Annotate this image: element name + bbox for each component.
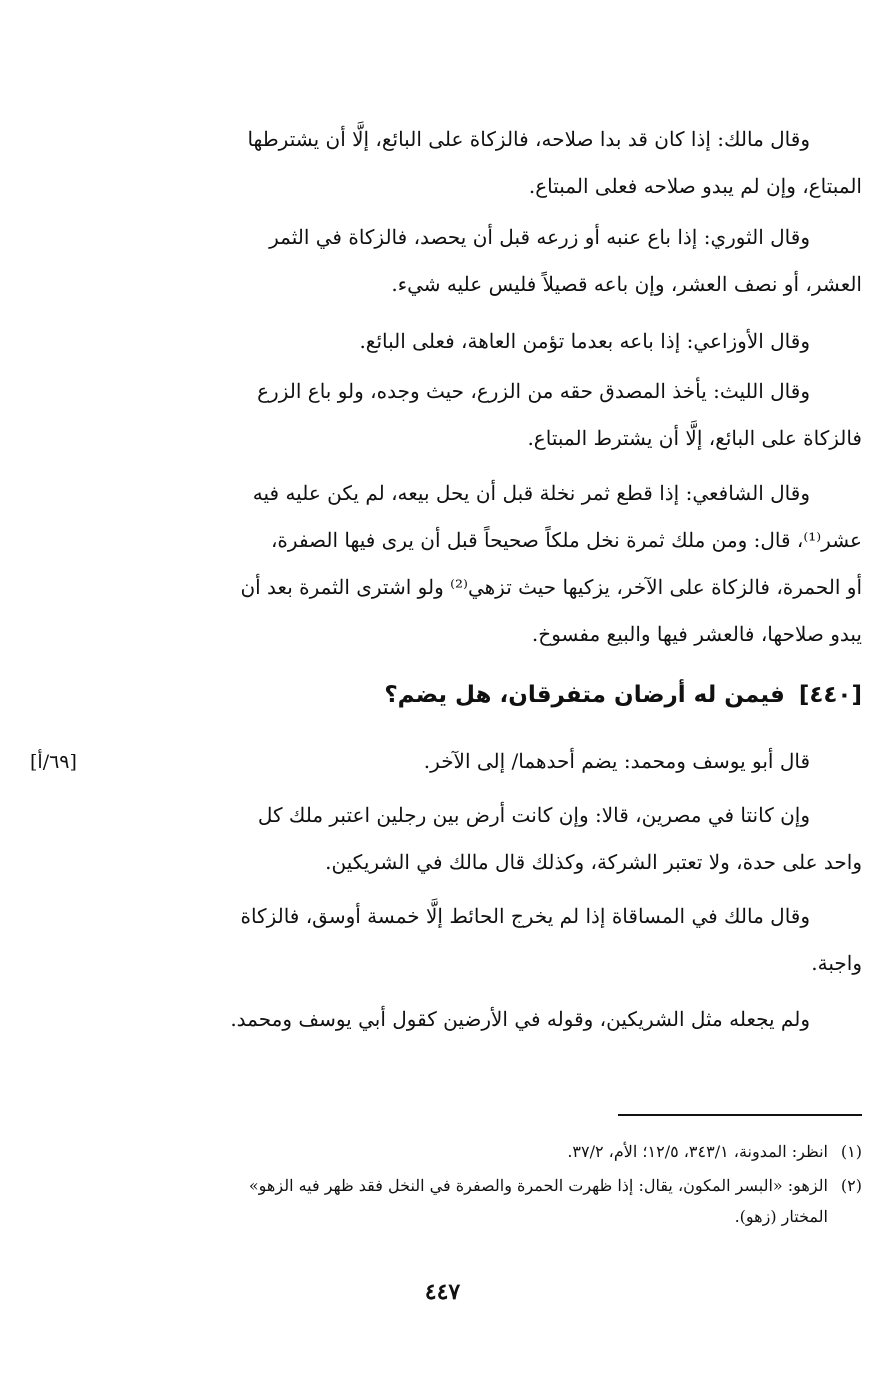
page-number: ٤٤٧ xyxy=(424,1279,461,1305)
footnote-number: (٢) xyxy=(840,1176,862,1195)
paragraph-line: العشر، أو نصف العشر، وإن باعه قصيلاً فليس عليه شيء. xyxy=(391,272,862,296)
paragraph-line: المبتاع، وإن لم يبدو صلاحه فعلى المبتاع. xyxy=(528,174,862,198)
section-title: فيمن له أرضان متفرقان، هل يضم؟ xyxy=(384,682,785,708)
paragraph-line: وقال الليث: يأخذ المصدق حقه من الزرع، حيث وجده، ولو باع الزرع xyxy=(257,379,810,403)
paragraph-line: وقال مالك في المساقاة إذا لم يخرج الحائط إلَّا خمسة أوسق، فالزكاة xyxy=(240,904,810,928)
paragraph-line: وإن كانتا في مصرين، قالا: وإن كانت أرض بين رجلين اعتبر ملك كل xyxy=(257,803,810,827)
footnote-divider xyxy=(618,1114,862,1116)
footnote-number: (١) xyxy=(840,1142,862,1161)
footnote-text: المختار (زهو). xyxy=(734,1207,828,1226)
paragraph-line: عشر⁽¹⁾، قال: ومن ملك ثمرة نخل ملكاً صحيحاً قبل أن يرى فيها الصفرة، xyxy=(270,528,862,552)
paragraph-line: وقال الشافعي: إذا قطع ثمر نخلة قبل أن يحل بيعه، لم يكن عليه فيه xyxy=(252,481,810,505)
paragraph-line: واجبة. xyxy=(811,951,862,975)
manuscript-folio-reference: [٦٩/أ] xyxy=(30,751,77,773)
footnote-1 xyxy=(110,1136,862,1167)
paragraph-layth xyxy=(110,368,862,462)
paragraph-line: فالزكاة على البائع، إلَّا أن يشترط المبتاع. xyxy=(527,426,862,450)
footnote-text: الزهو: «البسر المكون، يقال: إذا ظهرت الحمرة والصفرة في النخل فقد ظهر فيه الزهو» xyxy=(248,1176,828,1195)
section-number: [٤٤٠] xyxy=(798,682,862,708)
paragraph-abu-yusuf xyxy=(110,738,862,785)
footnote-text: انظر: المدونة، ٣٤٣/١، ١٢/٥؛ الأم، ٣٧/٢. xyxy=(567,1142,828,1161)
section-heading xyxy=(300,675,862,715)
paragraph-line: وقال مالك: إذا كان قد بدا صلاحه، فالزكاة على البائع، إلَّا أن يشترطها xyxy=(247,127,810,151)
paragraph-thawri xyxy=(110,214,862,308)
paragraph-line: ولم يجعله مثل الشريكين، وقوله في الأرضين كقول أبي يوسف ومحمد. xyxy=(230,1007,810,1031)
paragraph-line: وقال الثوري: إذا باع عنبه أو زرعه قبل أن يحصد، فالزكاة في الثمر xyxy=(269,225,810,249)
footnote-2 xyxy=(110,1170,862,1232)
paragraph-awzai xyxy=(110,318,862,365)
paragraph-conclusion xyxy=(110,996,862,1043)
paragraph-line: أو الحمرة، فالزكاة على الآخر، يزكيها حيث تزهي⁽²⁾ ولو اشترى الثمرة بعد أن xyxy=(240,575,862,599)
paragraph-malik xyxy=(110,116,862,210)
paragraph-line: واحد على حدة، ولا تعتبر الشركة، وكذلك قال مالك في الشريكين. xyxy=(325,850,862,874)
paragraph-shafii xyxy=(110,470,862,658)
paragraph-two-cities xyxy=(110,792,862,886)
paragraph-musaqat xyxy=(110,893,862,987)
paragraph-line: وقال الأوزاعي: إذا باعه بعدما تؤمن العاهة، فعلى البائع. xyxy=(359,329,810,353)
paragraph-line: يبدو صلاحها، فالعشر فيها والبيع مفسوخ. xyxy=(531,622,862,646)
paragraph-line: قال أبو يوسف ومحمد: يضم أحدهما/ إلى الآخر. xyxy=(423,749,810,773)
